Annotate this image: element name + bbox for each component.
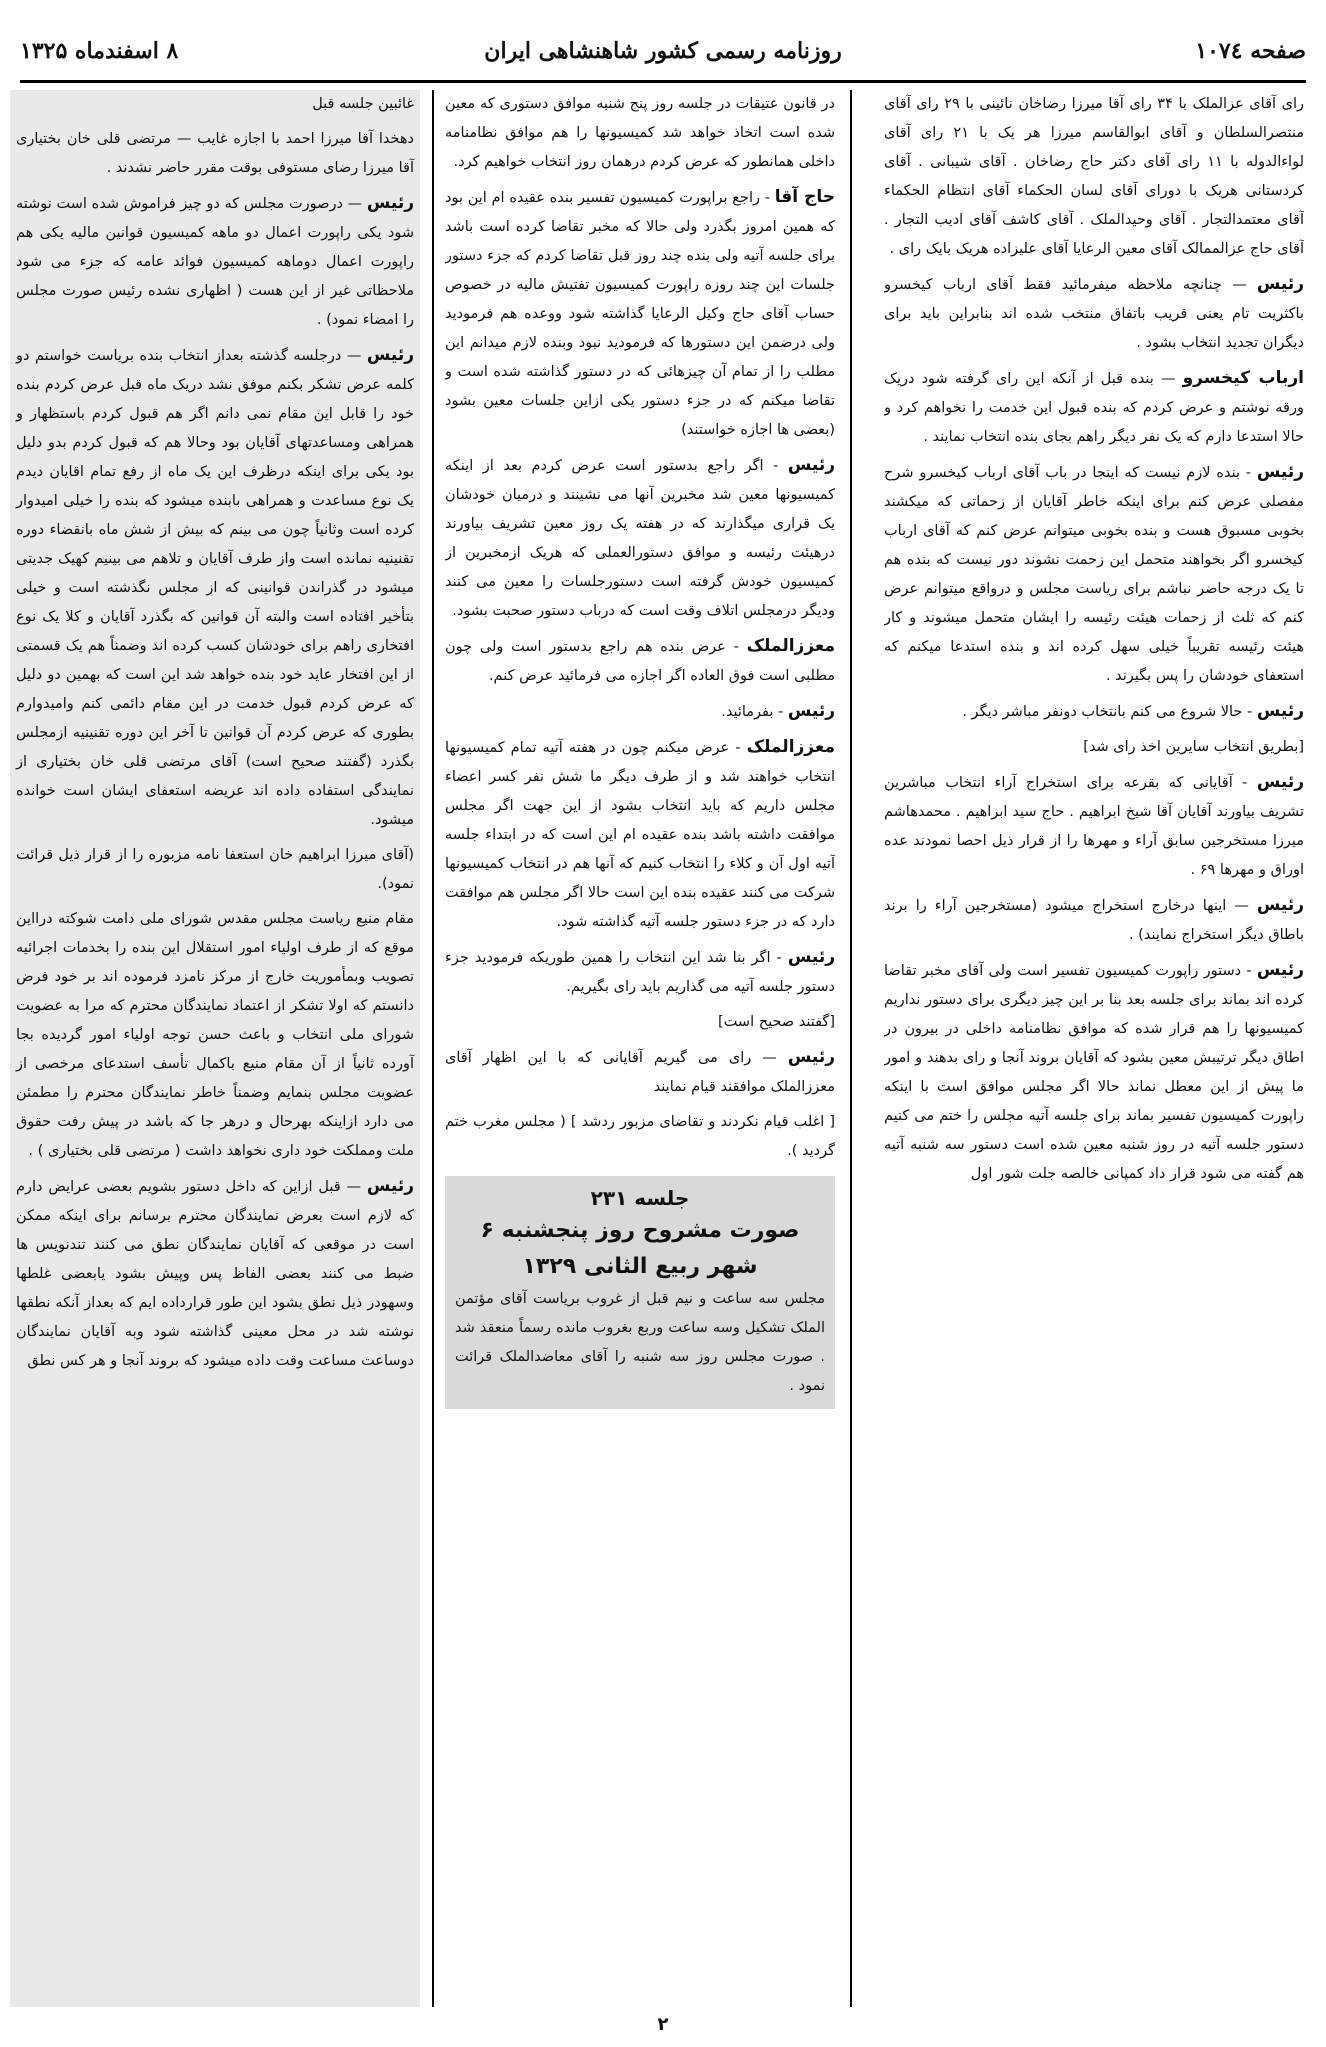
column-divider: [432, 90, 434, 2007]
paragraph: [445, 1008, 835, 1037]
paragraph-text: مقام منیع ریاست مجلس مقدس شورای ملی دامت شوکته درااین موقع که از طرف اولیاء امور استقلال این بنده را بخدمات اجرائیه تصویب وبمأموریت خارج از مرکز نامزد فرموده اند بر خود فرض دانستم که اولا تشکر از اعتماد نمایندگان محترم که مرا به عضویت شورای ملی انتخاب و باعث حسن توجه اولیاء امور گردیده بجا آورده ثانیاً از آن مقام منیع باکمال تأسف استدعای مرخصی از عضویت مجلس بنمایم وضمناً خاطر نمایندگان محترم را مطمئن می دارد ازاینکه بهرحال و درهر جا که باشد در پیش رفت حقوق ملت ومملکت خود داری نخواهد داشت ( مرتضی قلی بختیاری ) .: [16, 911, 414, 1159]
paragraph-text: [بطریق انتخاب سایرین اخذ رای شد]: [1083, 739, 1304, 755]
paragraph: [884, 458, 1304, 691]
header-title: روزنامه رسمی کشور شاهنشاهی ایران: [484, 38, 842, 64]
speaker-name: رئیس: [366, 193, 414, 213]
paragraph: [445, 183, 835, 445]
paragraph: [16, 905, 414, 1166]
speaker-name: رئیس: [787, 701, 835, 721]
paragraph: [884, 270, 1304, 358]
paragraph-text: — چنانچه ملاحظه میفرمائید فقط آقای ارباب کیخسرو باکثریت تام یعنی قریب باتفاق منتخب شده اند بنابراین باید برای دیگران تجدید انتخاب بشود .: [884, 277, 1304, 351]
paragraph-text: (آقای میرزا ابراهیم خان استعفا نامه مزبوره را از قرار ذیل قرائت نمود).: [16, 847, 414, 892]
paragraph: [445, 632, 835, 691]
column-divider: [850, 90, 852, 2007]
session-title: صورت مشروح روز پنجشنبه ۶ شهر ربیع الثانی ۱۳۲۹: [480, 1218, 800, 1279]
paragraph-text: — درصورت مجلس که دو چیز فراموش شده است نوشته شود یکی راپورت اعمال دو ماهه کمیسیون قوانین مالیه یکی هم راپورت اعمال دوماهه کمیسیون فوائد عامه که جزء می شود ملاحظاتی غیر از این هست ( اظهاری نشده رئیس صورت مجلس را امضاء نمود) .: [16, 196, 414, 328]
paragraph: [445, 943, 835, 1002]
paragraph-text: دهخدا آقا میرزا احمد با اجازه غایب — مرتضی قلی خان بختیاری آقا میرزا رضای مستوفی بوقت مقرر حاضر نشدند .: [16, 131, 414, 176]
paragraph-text: — بنده قبل از آنکه این رای گرفته شود دریک ورقه نوشتم و عرض کردم که بنده قبول این خدمت را نخواهم کرد و حالا استدعا دارم که یک نفر دیگر راهم بجای بنده انتخاب نمایند .: [884, 371, 1304, 445]
speaker-name: رئیس: [366, 345, 414, 365]
speaker-name: رئیس: [1256, 772, 1304, 792]
paragraph-text: [ اغلب قیام نکردند و تقاضای مزبور ردشد ] ( مجلس مغرب ختم گردید ).: [445, 1114, 835, 1159]
paragraph-text: - عرض میکنم چون در هفته آتیه تمام کمیسیونها انتخاب خواهند شد و از طرف دیگر ما شش نفر کسر اعضاء مجلس داریم که باید انتخاب بشود از این جهت اگر مجلس موافقت داشته باشد بنده عقیده ام این است که در ابتداء جلسه آتیه اول آن و کلاء را انتخاب کنیم که آنها هم در انتخاب کمیسیونها شرکت می کنند عقیده بنده این است حالا اگر مجلس هم موافقت دارد که در جزء دستور جلسه آتیه گذاشته شود.: [445, 740, 835, 930]
paragraph-text: — درجلسه گذشته بعداز انتخاب بنده بریاست خواستم دو کلمه عرض تشکر بکنم موفق نشد دریک ماه قبل عرض کردم بنده خود را قابل این مقام نمی دانم اگر هم قبول کردم باستظهار و همراهی ومساعدتهای آقایان بود وحالا هم که قبول کردم بدو دلیل بود یکی برای اینکه درظرف این یک ماه از رفع تمام اقایان دیدم یک نوع مساعدت و همراهی بابنده میشود که بنده را خیلی امیدوار کرده است وثانیاً چون می بینم که بیش از شش ماه بانقضاء دوره تقنینیه نمانده است واز طرف آقایان و تلاهم می بینیم کهیک جدیتی میشود در گذراندن قوانینی که از مجلس نگذشته است و خیلی بتأخیر افتاده است والبته آن قوانین که بگذرد آقایان و کلا یک نوع افتخاری راهم برای خودشان کسب کرده اند وضمناً هم یک قسمتی از این افتخار عاید خود بنده خواهد شد این است که بهمین دو دلیل که عرض کردم قبول خدمت در این مقام دائمی کنم وامیدوارم بطوری که عرض کردم آن قوانین تا آخر این دوره تقنینیه ازمجلس بگذرد (گفتند صحیح است) آقای مرتضی قلی خان بختیاری از نمایندگی استفاده داده اند عریضه استعفای ایشان است خوانده میشود.: [16, 348, 414, 828]
speaker-name: رئیس: [1256, 960, 1304, 980]
paragraph: [16, 90, 414, 119]
speaker-name: رئیس: [787, 455, 835, 475]
paragraph: [884, 90, 1304, 264]
speaker-name: معززالملک: [746, 737, 835, 757]
paragraph: [445, 733, 835, 937]
speaker-name: رئیس: [1256, 462, 1304, 482]
left-column: [10, 90, 420, 2007]
speaker-name: ارباب کیخسرو: [1182, 368, 1304, 388]
paragraph: [16, 1172, 414, 1376]
session-text: مجلس سه ساعت و نیم قبل از غروب بریاست آقای مؤتمن الملک تشکیل وسه ساعت وربع بغروب مانده رسماً منعقد شد . صورت مجلس روز سه شنبه را آقای معاضدالملک قرائت نمود .: [455, 1291, 825, 1394]
paragraph-text: — قبل ازاین که داخل دستور بشویم بعضی عرایض دارم که لازم است بعرض نمایندگان محترم برسانم برای اینکه ممکن است در موقعی که آقایان نمایندگان نطق می کنند تندنویس ها ضبط می کنند بعضی الفاظ پس وپیش بشود یابعضی غلطها وسهودر ذیل نطق بشود این طور قرارداده ایم که بعداز آنکه نطقها نوشته شد در محل معینی گذاشته شود وبه آقایان نمایندگان دوساعت مساعت وقت داده میشود که بروند آنجا و هر کس نطق: [16, 1179, 414, 1369]
paragraph: [16, 189, 414, 335]
paragraph-text: - بنده لازم نیست که اینجا در باب آقای ارباب کیخسرو شرح مفصلی عرض کنم برای اینکه خاطر آقایان از زحماتی که میکشند بخوبی مسبوق هست و بنده بخوبی میتوانم عرض کنم که آقای ارباب کیخسرو اگر بخواهند متحمل این زحمت نشوند دور نیست که بنده هم تا یک درجه حاضر نباشم برای ریاست مجلس و درواقع میتوانم عرض کنم که ثلث از زحمات هیئت رئیسه را ایشان متحمل میشوند و کار هیئت رئیسه تقریباً خیلی سهل کرده اند و بنده استدعا میکنم که استعفای خودشان را پس بگیرند .: [884, 465, 1304, 684]
paragraph-text: - دستور راپورت کمیسیون تفسیر است ولی آقای مخبر تقاضا کرده اند بماند برای جلسه بعد بنا بر این چیز دیگری برای دستور نداریم کمیسیونها را هم قرار شده که موافق نظامنامه داخلی در بیرون در اطاق دیگر ترتیبش معین بشود که آقایان بروند آنجا و رای بدهند و امور ما پیش از این معطل نماند حالا اگر مجلس موافق است با اینکه راپورت کمیسیون تفسیر بماند برای جلسه آتیه مجلس را ختم می کنیم دستور جلسه آتیه در روز شنبه معین شده است دستور سه شنبه آتیه هم گفته می شود قرار داد کمپانی خالصه جلت شور اول: [884, 963, 1304, 1182]
speaker-name: رئیس: [1256, 274, 1304, 294]
paragraph: [445, 1108, 835, 1166]
paragraph: [16, 341, 414, 835]
paragraph: [884, 364, 1304, 452]
paragraph: [445, 451, 835, 626]
speaker-name: رئیس: [1256, 701, 1304, 721]
paragraph-text: غائبین جلسه قبل: [312, 96, 414, 112]
paragraph-text: رای آقای عزالملک با ۳۴ رای آقا میرزا رضاخان نائینی با ۲۹ رای آقای منتصرالسلطان و آقای ابوالقاسم میرزا هر یک با ۲۱ رای آقای لواءالدوله با ۱۱ رای آقای دکتر حاج رضاخان . آقای شیبانی . آقای کردستانی هریک با دورای آقای لسان الحکماء آقای انتظام الحکماء آقای معتمدالتجار . آقای وحیدالملک . آقای کاشف آقای ادیب التجار . آقای حاج عزالممالک آقای معین الرعایا آقای علیزاده هریک بایک رای .: [884, 96, 1304, 257]
speaker-name: رئیس: [1256, 895, 1304, 915]
paragraph-text: - بفرمائید.: [721, 704, 784, 720]
paragraph: [884, 768, 1304, 885]
session-box: [445, 1176, 835, 1409]
middle-column: [445, 90, 835, 2007]
header-page-label: صفحه ۱۰۷٤: [1195, 38, 1306, 64]
paragraph: [884, 733, 1304, 762]
paragraph: [16, 125, 414, 183]
paragraph-text: [گفتند صحیح است]: [718, 1014, 835, 1030]
speaker-name: معززالملک: [746, 636, 835, 656]
paragraph: [445, 1043, 835, 1102]
paragraph-text: - راجع براپورت کمیسیون تفسیر بنده عقیده ام این بود که همین امروز بگذرد ولی حالا که مخبر تقاضا کرده است باشد برای جلسه آتیه ولی بنده چند روز قبل تقاضا کردم که جزء دستور جلسات این چند روزه راپورت کمیسیون تفتیش مالیه در خصوص حساب آقای حاج وکیل الرعایا گذاشته شود ووعده هم فرمودید ولی درضمن این دستورها که فرمودید نبود وبنده لازم میدانم این مطلب را از تمام آن چیزهائی که در دستور گذاشته شده است و تقاضا میکنم که در جزء دستور یکی ازاین جلسات معین بشود (بعضی ها اجازه خواستند): [445, 190, 835, 438]
paragraph: [16, 841, 414, 899]
page-number: ۲: [657, 2014, 669, 2035]
speaker-name: رئیس: [366, 1176, 414, 1196]
paragraph-text: — اینها درخارج استخراج میشود (مستخرجین آراء را برند باطاق دیگر استخراج نمایند) .: [884, 898, 1304, 943]
paragraph: [884, 891, 1304, 950]
paragraph: [884, 956, 1304, 1189]
paragraph-text: - اگر راجع بدستور است عرض کردم بعد از اینکه کمیسیونها معین شد مخبرین آنها می نشینند و درمیان خودشان یک قراری میگذارند که در هفته یک روز معین تشریف بیاورند درهیئت رئیسه و موافق دستورالعملی که هریک ازمخبرین از کمیسیون خودش گرفته است دستورجلسات را معین می کنند ودیگر درمجلس اتلاف وقت است که درباب دستور صحبت بشود.: [445, 458, 835, 619]
page-header: [20, 30, 1306, 83]
session-number: جلسه ۲۳۱: [590, 1186, 690, 1210]
paragraph-text: - عرض بنده هم راجع بدستور است ولی چون مطلبی است فوق العاده اگر اجازه می فرمائید عرض کنم.: [445, 639, 835, 684]
right-column: [884, 90, 1304, 2007]
paragraph-text: - اگر بنا شد این انتخاب را همین طوریکه فرمودید جزء دستور جلسه آتیه می گذاریم باید رای بگیریم.: [445, 950, 835, 995]
header-date: ۸ اسفندماه ۱۳۲۵: [20, 38, 179, 64]
paragraph-text: در قانون عتیقات در جلسه روز پنج شنبه موافق دستوری که معین شده است اتخاذ خواهد شد کمیسیونها را هم موافق نظامنامه داخلی همانطور که عرض کردم درهمان روز انتخاب خواهیم کرد.: [445, 96, 835, 170]
paragraph-text: - حالا شروع می کنم بانتخاب دونفر مباشر دیگر .: [962, 704, 1253, 720]
paragraph: [445, 697, 835, 727]
speaker-name: حاج آقا: [774, 187, 835, 207]
paragraph: [884, 697, 1304, 727]
paragraph-text: — رای می گیریم آقایانی که با این اظهار آقای معززالملک موافقند قیام نمایند: [445, 1050, 835, 1095]
paragraph-text: - آقایانی که بقرعه برای استخراج آراء انتخاب مباشرین تشریف بیاورند آقایان آقا شیخ ابراهیم . حاج سید ابراهیم . محمدهاشم میرزا مستخرجین سابق آراء و مهرها را از قرار ذیل احصا نمودند عده اوراق و مهرها ۶۹ .: [884, 775, 1304, 878]
speaker-name: رئیس: [787, 1047, 835, 1067]
paragraph: [445, 90, 835, 177]
speaker-name: رئیس: [787, 947, 835, 967]
